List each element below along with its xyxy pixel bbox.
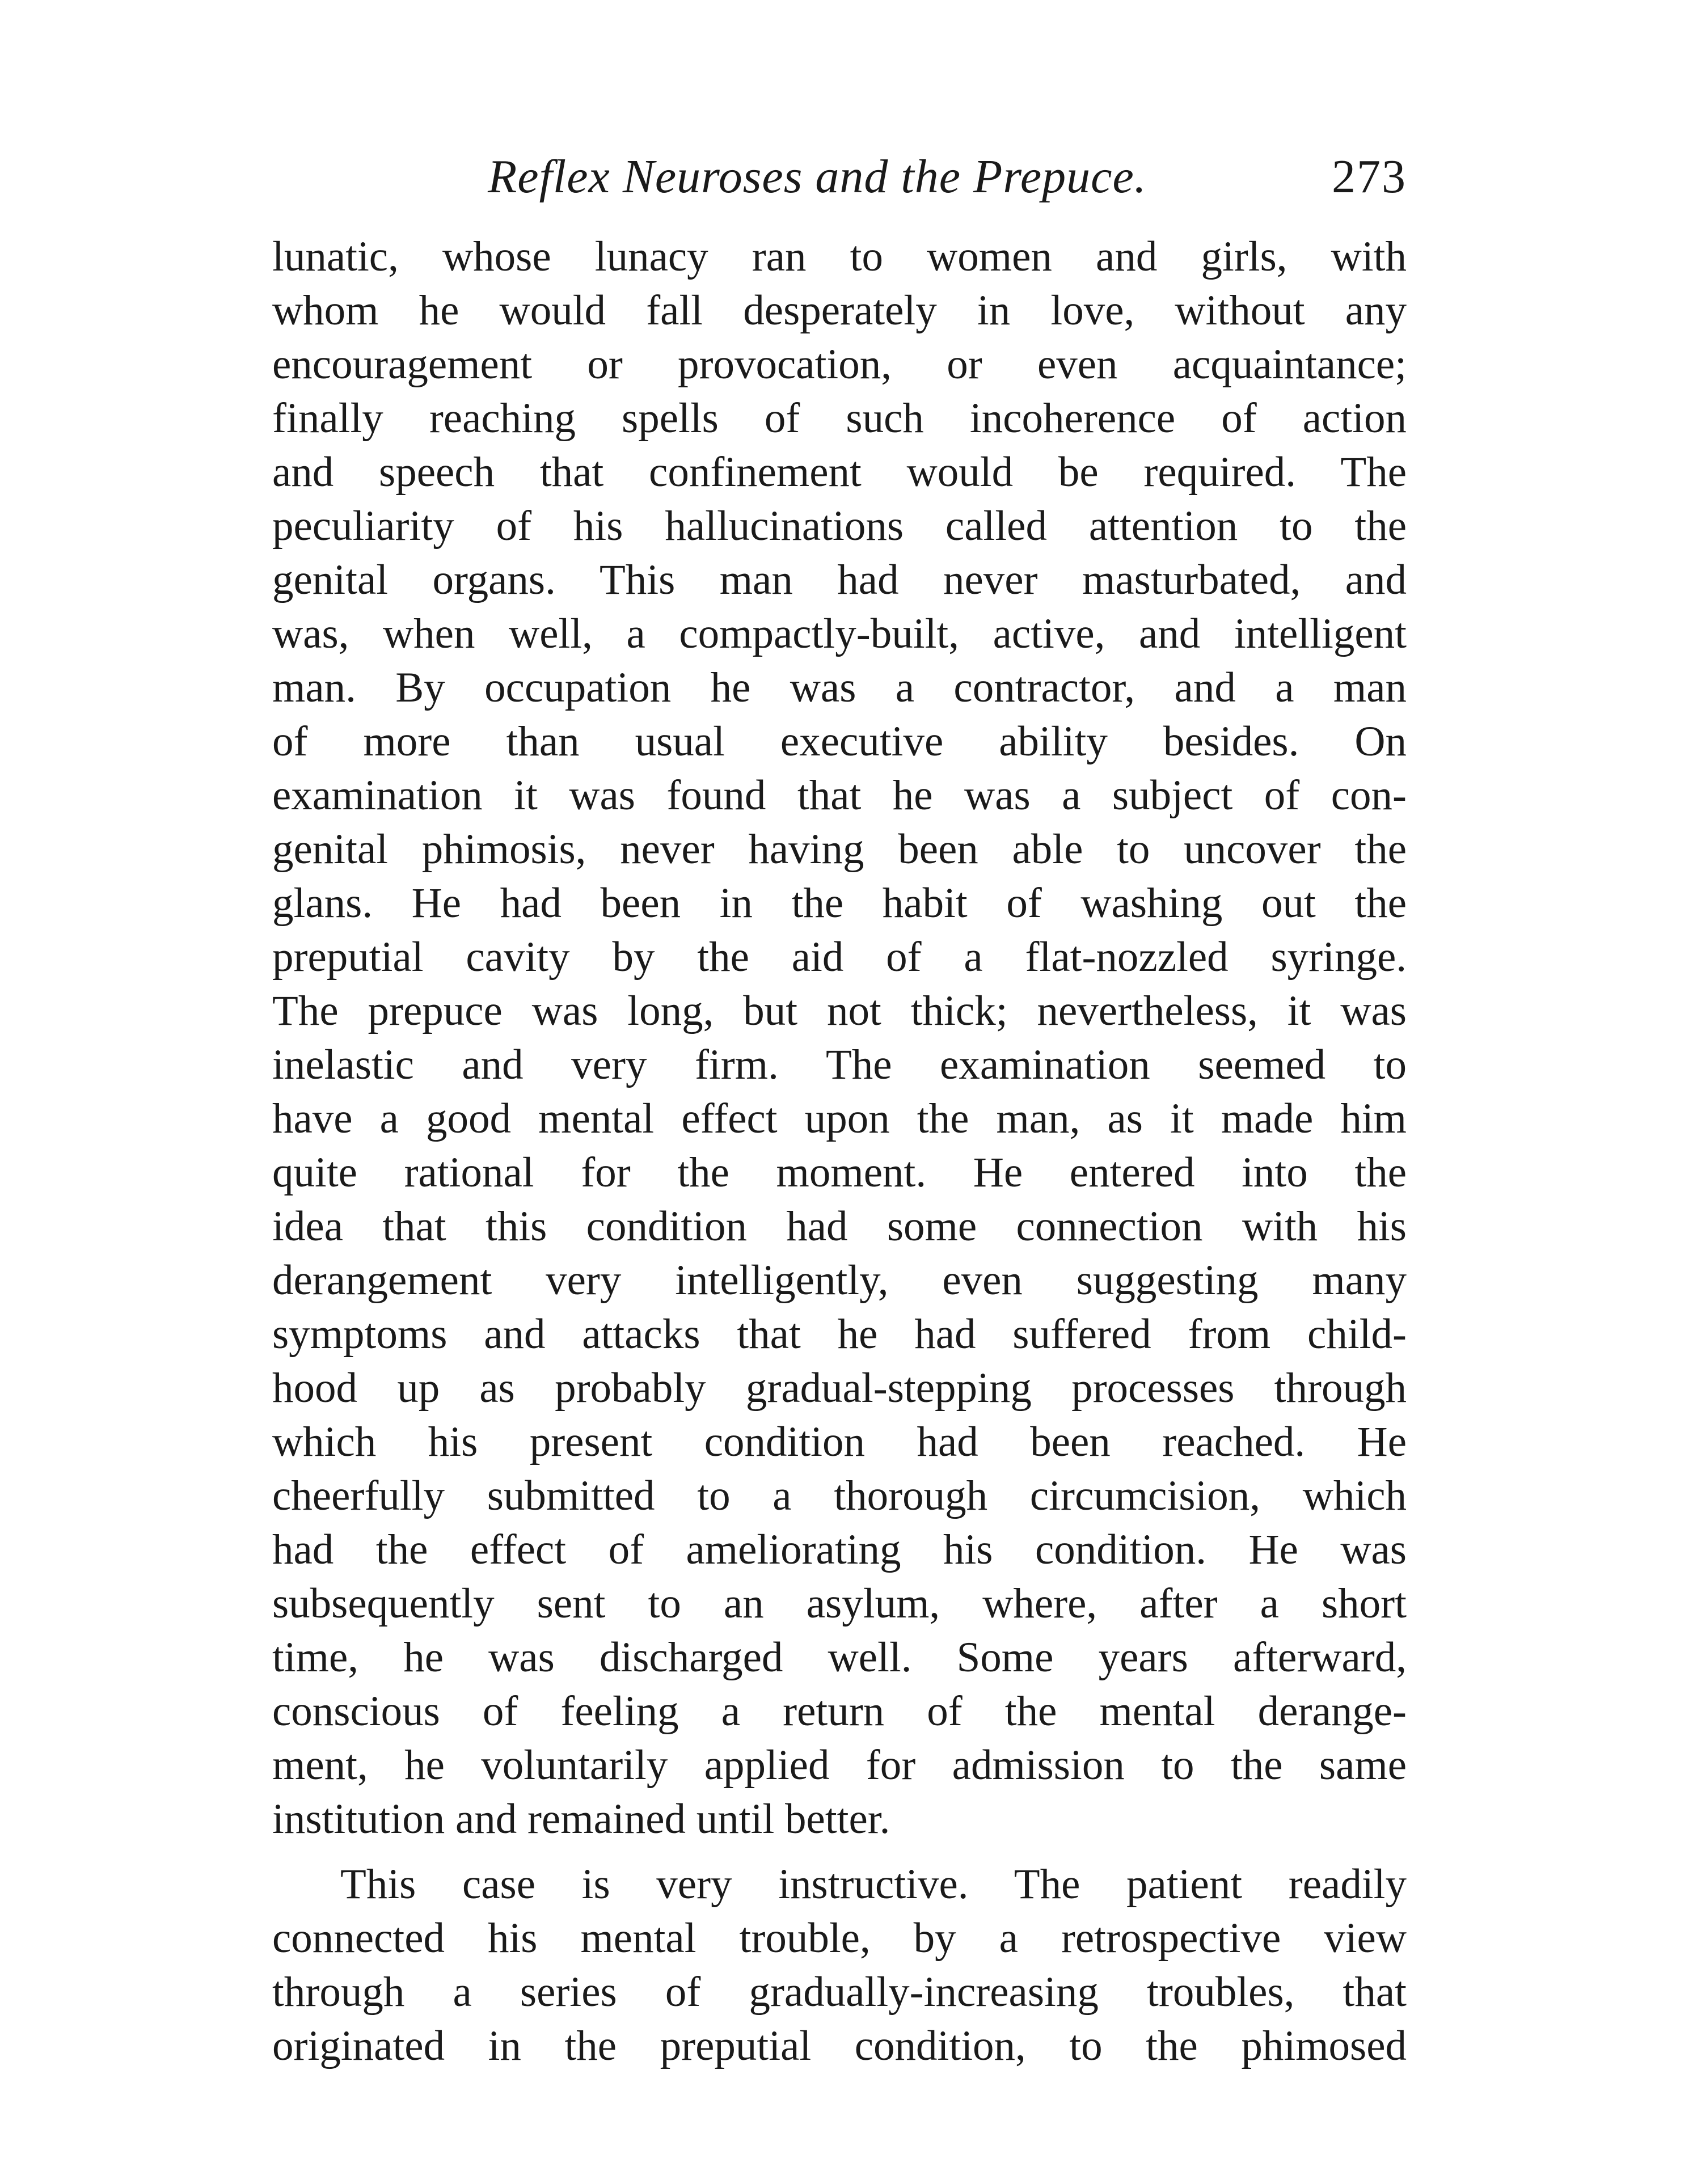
text-line: derangement very intelligently, even suggesting many xyxy=(272,1257,1407,1304)
text-line: and speech that confinement would be required. The xyxy=(272,449,1407,496)
text-line: peculiarity of his hallucinations called attention to the xyxy=(272,502,1407,550)
paragraph-gap xyxy=(272,1846,1407,1857)
text-line: connected his mental trouble, by a retrospective view xyxy=(272,1915,1407,1962)
text-line: encouragement or provocation, or even acquaintance; xyxy=(272,341,1407,388)
text-line: lunatic, whose lunacy ran to women and girls, with xyxy=(272,233,1407,280)
text-line: inelastic and very firm. The examination seemed to xyxy=(272,1041,1407,1088)
text-line: The prepuce was long, but not thick; nevertheless, it was xyxy=(272,987,1407,1034)
text-line: whom he would fall desperately in love, without any xyxy=(272,287,1407,334)
text-line: had the effect of ameliorating his condition. He was xyxy=(272,1526,1407,1573)
page-number: 273 xyxy=(1332,150,1407,203)
running-title: Reflex Neuroses and the Prepuce. xyxy=(488,150,1147,203)
text-line: institution and remained until better. xyxy=(272,1796,890,1843)
text-line: man. By occupation he was a contractor, and a man xyxy=(272,664,1407,711)
text-line: subsequently sent to an asylum, where, after a short xyxy=(272,1580,1407,1627)
text-line: genital phimosis, never having been able to uncover the xyxy=(272,826,1407,873)
text-line: quite rational for the moment. He entered into the xyxy=(272,1149,1407,1196)
paragraph-1 xyxy=(272,230,1407,1846)
text-line: preputial cavity by the aid of a flat-nozzled syringe. xyxy=(272,933,1407,981)
text-line: time, he was discharged well. Some years afterward, xyxy=(272,1634,1407,1681)
text-line: cheerfully submitted to a thorough circumcision, which xyxy=(272,1472,1407,1519)
text-line: through a series of gradually-increasing troubles, that xyxy=(272,1968,1407,2016)
running-head xyxy=(272,143,1407,211)
text-line: examination it was found that he was a subject of con- xyxy=(272,772,1407,819)
text-line: idea that this condition had some connection with his xyxy=(272,1203,1407,1250)
text-line: finally reaching spells of such incoherence of action xyxy=(272,395,1407,442)
text-line: glans. He had been in the habit of washing out the xyxy=(272,880,1407,927)
text-line: which his present condition had been reached. He xyxy=(272,1418,1407,1465)
text-line: conscious of feeling a return of the mental derange- xyxy=(272,1688,1407,1735)
text-line: was, when well, a compactly-built, active, and intelligent xyxy=(272,610,1407,657)
paragraph-2 xyxy=(272,1857,1407,2073)
text-line: symptoms and attacks that he had suffered from child- xyxy=(272,1311,1407,1358)
text-line: This case is very instructive. The patient readily xyxy=(340,1861,1407,1908)
text-line: originated in the preputial condition, to the phimosed xyxy=(272,2022,1407,2069)
text-line: have a good mental effect upon the man, as it made him xyxy=(272,1095,1407,1142)
text-line: ment, he voluntarily applied for admission to the same xyxy=(272,1742,1407,1789)
text-line: genital organs. This man had never masturbated, and xyxy=(272,556,1407,603)
text-line: hood up as probably gradual-stepping processes through xyxy=(272,1365,1407,1412)
body-text xyxy=(272,230,1407,2073)
text-line: of more than usual executive ability besides. On xyxy=(272,718,1407,765)
